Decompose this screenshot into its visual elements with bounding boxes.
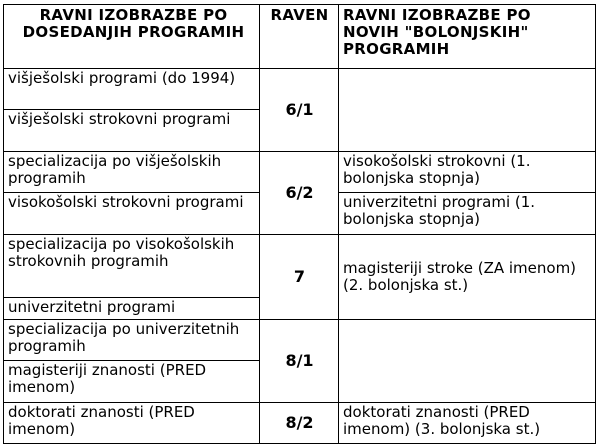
old-program-cell: visokošolski strokovni programi <box>4 193 260 234</box>
new-program-cell: visokošolski strokovni (1. bolonjska stopnja) <box>339 151 596 192</box>
level-cell: 8/2 <box>260 402 339 443</box>
header-old-programs: RAVNI IZOBRAZBE PO DOSEDANJIH PROGRAMIH <box>4 5 260 69</box>
header-row <box>4 5 596 69</box>
old-program-cell: doktorati znanosti (PRED imenom) <box>4 402 260 443</box>
old-program-cell: magisteriji znanosti (PRED imenom) <box>4 361 260 402</box>
new-program-cell <box>339 319 596 402</box>
old-program-cell: višješolski programi (do 1994) <box>4 69 260 110</box>
old-program-cell: specializacija po univerzitetnih programih <box>4 319 260 360</box>
old-program-cell: univerzitetni programi <box>4 297 260 319</box>
level-cell: 6/2 <box>260 151 339 234</box>
header-level: RAVEN <box>260 5 339 69</box>
new-program-cell: univerzitetni programi (1. bolonjska stopnja) <box>339 193 596 234</box>
table-row <box>4 319 596 360</box>
level-cell: 8/1 <box>260 319 339 402</box>
old-program-cell: specializacija po višješolskih programih <box>4 151 260 192</box>
old-program-cell: višješolski strokovni programi <box>4 110 260 151</box>
table-row <box>4 234 596 297</box>
table-row <box>4 151 596 192</box>
new-program-cell: doktorati znanosti (PRED imenom) (3. bolonjska st.) <box>339 402 596 443</box>
old-program-cell: specializacija po visokošolskih strokovnih programih <box>4 234 260 297</box>
header-new-programs: RAVNI IZOBRAZBE PO NOVIH "BOLONJSKIH" PROGRAMIH <box>339 5 596 69</box>
education-levels-table <box>3 4 596 444</box>
level-cell: 7 <box>260 234 339 319</box>
new-program-cell <box>339 69 596 152</box>
table-row <box>4 402 596 443</box>
level-cell: 6/1 <box>260 69 339 152</box>
new-program-cell: magisteriji stroke (ZA imenom) (2. bolonjska st.) <box>339 234 596 319</box>
table-row <box>4 69 596 110</box>
